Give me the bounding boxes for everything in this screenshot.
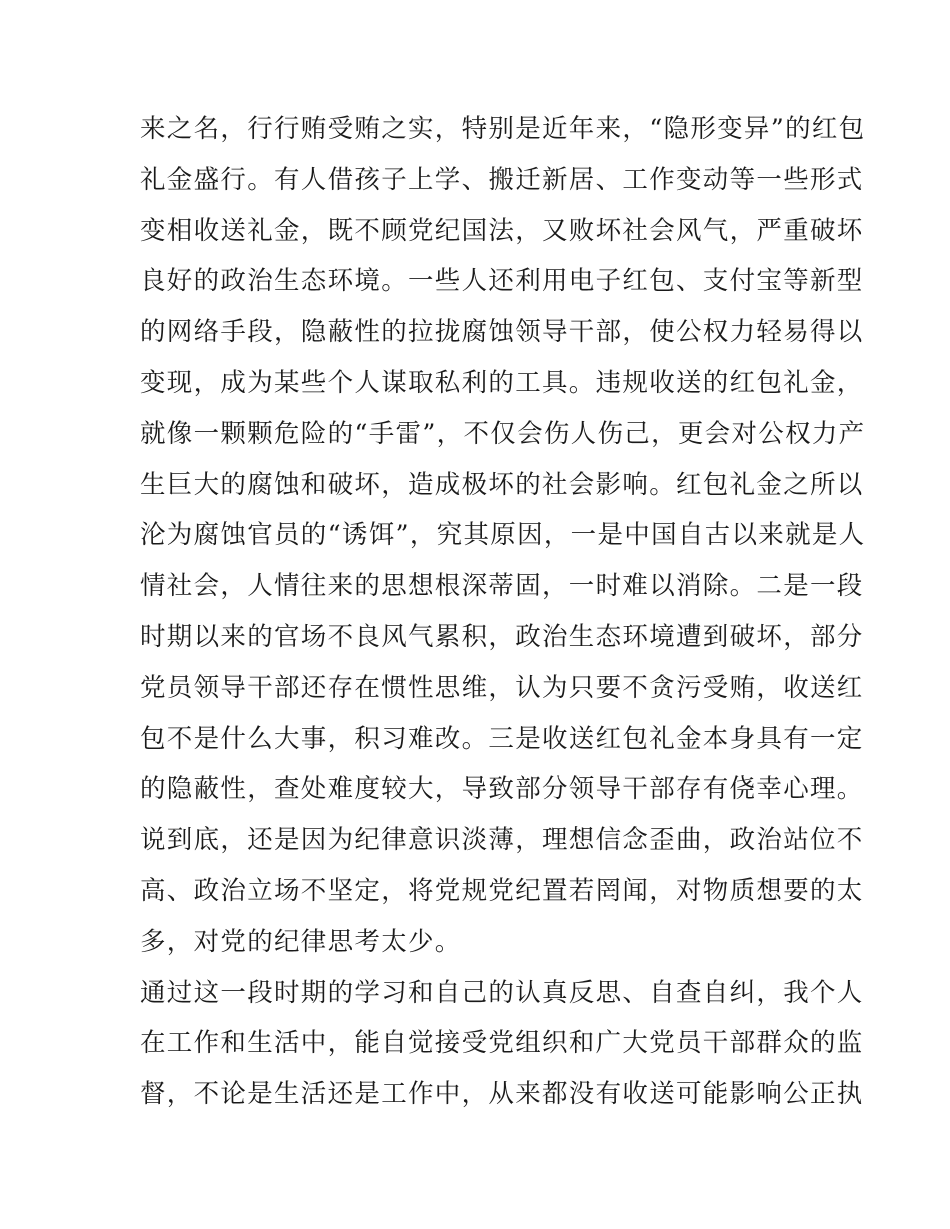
document-body <box>140 104 866 1120</box>
text-line: 变相收送礼金，既不顾党纪国法，又败坏社会风气，严重破坏 <box>140 215 864 246</box>
text-line: 变现，成为某些个人谋取私利的工具。违规收送的红包礼金， <box>140 367 864 398</box>
text-line: 情社会，人情往来的思想根深蒂固，一时难以消除。二是一段 <box>140 571 864 602</box>
text-line: 来之名，行行贿受贿之实，特别是近年来，“隐形变异”的红包 <box>140 114 866 144</box>
text-line: 党员领导干部还存在惯性思维，认为只要不贪污受贿，收送红 <box>140 672 864 703</box>
text-line: 生巨大的腐蚀和破坏，造成极坏的社会影响。红包礼金之所以 <box>140 469 864 500</box>
text-line: 高、政治立场不坚定，将党规党纪置若罔闻，对物质想要的太 <box>140 875 864 906</box>
text-line: 时期以来的官场不良风气累积，政治生态环境遭到破坏，部分 <box>140 621 864 652</box>
text-line: 的隐蔽性，查处难度较大，导致部分领导干部存有侥幸心理。 <box>140 774 864 805</box>
text-line: 督，不论是生活还是工作中，从来都没有收送可能影响公正执 <box>140 1079 864 1110</box>
text-line: 礼金盛行。有人借孩子上学、搬迁新居、工作变动等一些形式 <box>140 164 864 195</box>
text-line: 通过这一段时期的学习和自己的认真反思、自查自纠，我个人 <box>140 977 864 1008</box>
text-line: 在工作和生活中，能自觉接受党组织和广大党员干部群众的监 <box>140 1028 864 1059</box>
text-line: 包不是什么大事，积习难改。三是收送红包礼金本身具有一定 <box>140 723 864 754</box>
text-line: 的网络手段，隐蔽性的拉拢腐蚀领导干部，使公权力轻易得以 <box>140 317 864 348</box>
text-line: 良好的政治生态环境。一些人还利用电子红包、支付宝等新型 <box>140 266 864 297</box>
paragraph-causes-of-red-envelope-gifts <box>140 104 866 968</box>
text-line: 多，对党的纪律思考太少。 <box>140 926 462 957</box>
paragraph-self-reflection <box>140 968 864 1120</box>
text-line: 沦为腐蚀官员的“诱饵”，究其原因，一是中国自古以来就是人 <box>140 520 866 551</box>
text-line: 说到底，还是因为纪律意识淡薄，理想信念歪曲，政治站位不 <box>140 825 864 856</box>
text-line: 就像一颗颗危险的“手雷”，不仅会伤人伤己，更会对公权力产 <box>140 418 866 449</box>
